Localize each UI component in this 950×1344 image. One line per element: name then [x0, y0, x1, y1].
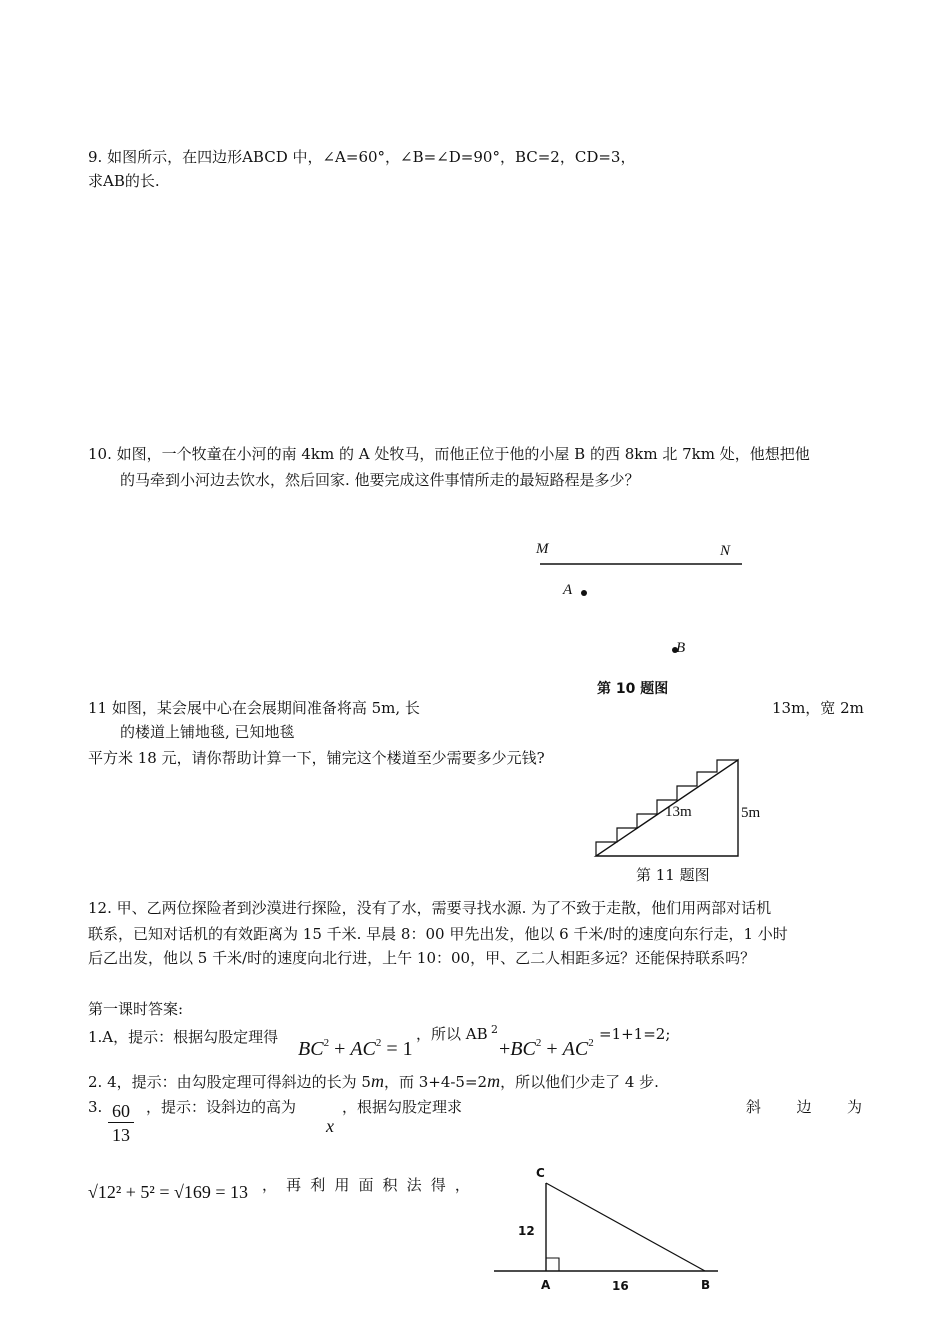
figure-10-caption: 第 10 题图 — [597, 681, 669, 697]
tri-label-12: 12 — [518, 1224, 535, 1238]
label-m: M — [536, 541, 549, 557]
q10-line2: 的马牵到小河边去饮水，然后回家. 他要完成这件事情所走的最短路程是多少？ — [120, 471, 640, 489]
tri-label-b: B — [701, 1278, 711, 1292]
answer-3-fraction: 60 13 — [108, 1100, 134, 1147]
q10-line1: 10. 如图，一个牧童在小河的南 4km 的 A 处牧马，而他正位于他的小屋 B 的西 8km 北 7km 处，他想把他 — [88, 445, 810, 463]
answer-1-pre: 1.A，提示：根据勾股定理得 — [88, 1028, 279, 1046]
answer-1-end: =1+1=2; — [599, 1025, 671, 1043]
label-n: N — [720, 543, 731, 559]
q9-line2: 求AB的长. — [88, 172, 160, 190]
answer-3-num: 3. — [88, 1098, 103, 1116]
q12-line2: 联系，已知对话机的有效距离为 15 千米. 早晨 8：00 甲先出发，他以 6 千米/时的速度向东行走，1 小时 — [88, 925, 788, 943]
tri-label-c: C — [536, 1166, 545, 1180]
tri-label-16: 16 — [612, 1279, 629, 1293]
q12-line3: 后乙出发，他以 5 千米/时的速度向北行进，上午 10：00，甲、乙二人相距多远？还能保持联系吗？ — [88, 949, 756, 967]
answer-2: 2. 4，提示：由勾股定理可得斜边的长为 5m，而 3+4-5=2m，所以他们少走了 4 步. — [88, 1071, 659, 1091]
q11-line1b: 13m，宽 2m — [772, 699, 864, 717]
answer-1-formula: $BC^2 + AC^2 = 1$ — [298, 1037, 413, 1060]
q11-line2: 的楼道上铺地毯, 已知地毯 — [120, 723, 295, 741]
answer-3-sqrt: √12² + 5² = √169 = 13 — [88, 1182, 249, 1202]
q9-line1: 9. 如图所示，在四边形ABCD 中，∠A=60°，∠B=∠D=90°，BC=2，CD=3， — [88, 148, 636, 166]
answer-1-mid: ，所以 AB — [416, 1025, 488, 1043]
tri-label-a: A — [541, 1278, 551, 1292]
q11-line1a: 11 如图，某会展中心在会展期间准备将高 5m, 长 — [88, 699, 420, 717]
answer-3-var: x — [326, 1116, 334, 1136]
label-b: B — [676, 640, 686, 656]
side-cb — [546, 1183, 705, 1271]
q11-line3: 平方米 18 元，请你帮助计算一下，铺完这个楼道至少需要多少元钱? — [88, 749, 545, 767]
answer-3-tail: ， 再 利 用 面 积 法 得 ， — [262, 1176, 470, 1194]
stair-hyp-label: 13m — [665, 804, 692, 820]
answer-1-formula-2: $+BC^2 + AC^2$ — [499, 1037, 594, 1060]
answer-1-ab-sup: 2 — [491, 1023, 498, 1036]
answers-heading: 第一课时答案: — [88, 1000, 184, 1018]
right-angle-mark — [546, 1258, 559, 1271]
q12-line1: 12. 甲、乙两位探险者到沙漠进行探险，没有了水，需要寻找水源. 为了不致于走散，他们用两部对话机 — [88, 899, 772, 917]
figure-11-caption: 第 11 题图 — [636, 866, 710, 884]
stair-height-label: 5m — [741, 805, 761, 821]
answer-3-right: 斜 边 为 — [746, 1098, 862, 1116]
answer-3-text: ，提示：设斜边的高为 — [146, 1098, 297, 1116]
label-a: A — [563, 582, 573, 598]
answer-3-text2: ，根据勾股定理求 — [342, 1098, 463, 1116]
